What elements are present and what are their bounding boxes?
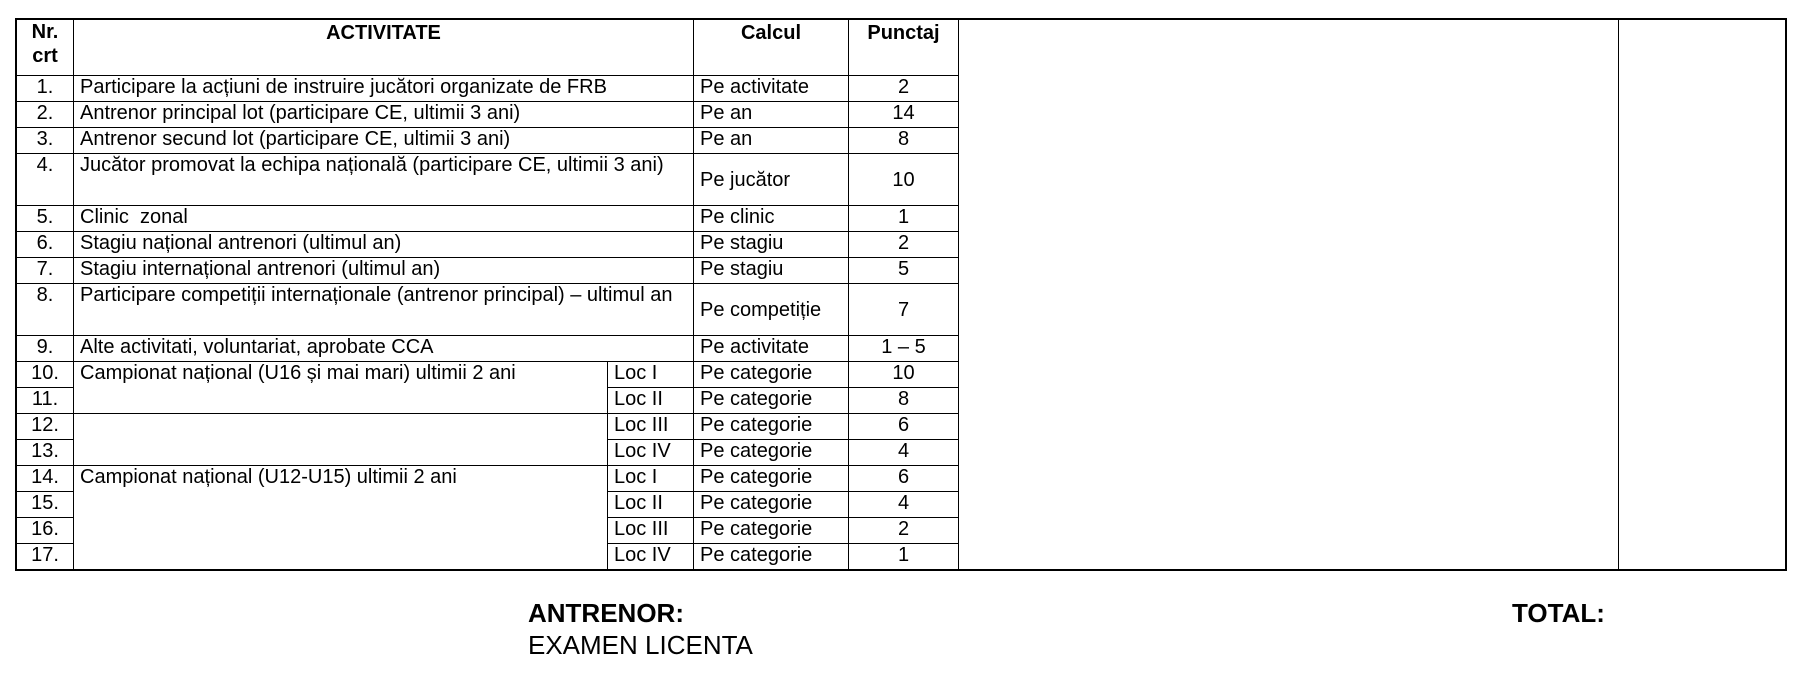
row-punctaj: 2 — [849, 518, 959, 544]
row-activitate: Participare la acțiuni de instruire jucători organizate de FRB — [74, 76, 694, 102]
row-activitate: Stagiu național antrenori (ultimul an) — [74, 232, 694, 258]
examen-licenta-label: EXAMEN LICENTA — [528, 630, 753, 660]
group-label-u16-cont — [74, 414, 608, 466]
row-calcul: Pe activitate — [694, 336, 849, 362]
row-punctaj: 1 – 5 — [849, 336, 959, 362]
row-nr: 4. — [17, 154, 74, 206]
row-loc: Loc II — [608, 492, 694, 518]
row-nr: 15. — [17, 492, 74, 518]
row-calcul: Pe competiție — [694, 284, 849, 336]
row-nr: 3. — [17, 128, 74, 154]
row-punctaj: 1 — [849, 544, 959, 570]
row-punctaj: 6 — [849, 414, 959, 440]
row-punctaj: 7 — [849, 284, 959, 336]
header-calcul: Calcul — [694, 20, 849, 76]
row-loc: Loc III — [608, 518, 694, 544]
row-loc: Loc I — [608, 362, 694, 388]
blank-column-wide[interactable] — [959, 20, 1619, 570]
row-calcul: Pe categorie — [694, 440, 849, 466]
row-calcul: Pe clinic — [694, 206, 849, 232]
header-row — [17, 20, 1786, 76]
row-punctaj: 2 — [849, 76, 959, 102]
antrenor-label: ANTRENOR: — [528, 598, 684, 628]
row-nr: 12. — [17, 414, 74, 440]
group-label-u12: Campionat național (U12-U15) ultimii 2 ani — [74, 466, 608, 570]
row-calcul: Pe stagiu — [694, 232, 849, 258]
header-punctaj: Punctaj — [849, 20, 959, 76]
row-punctaj: 8 — [849, 388, 959, 414]
row-nr: 9. — [17, 336, 74, 362]
row-punctaj: 6 — [849, 466, 959, 492]
group-label-u16: Campionat național (U16 și mai mari) ultimii 2 ani — [74, 362, 608, 414]
row-punctaj: 8 — [849, 128, 959, 154]
row-calcul: Pe jucător — [694, 154, 849, 206]
row-activitate: Antrenor principal lot (participare CE, ultimii 3 ani) — [74, 102, 694, 128]
row-nr: 8. — [17, 284, 74, 336]
row-activitate: Alte activitati, voluntariat, aprobate CCA — [74, 336, 694, 362]
row-punctaj: 4 — [849, 440, 959, 466]
row-loc: Loc I — [608, 466, 694, 492]
row-activitate: Clinic zonal — [74, 206, 694, 232]
blank-column-narrow[interactable] — [1619, 20, 1786, 570]
row-calcul: Pe an — [694, 102, 849, 128]
row-calcul: Pe categorie — [694, 362, 849, 388]
row-calcul: Pe categorie — [694, 414, 849, 440]
row-nr: 7. — [17, 258, 74, 284]
row-nr: 17. — [17, 544, 74, 570]
total-label: TOTAL: — [1512, 598, 1605, 628]
row-activitate: Antrenor secund lot (participare CE, ultimii 3 ani) — [74, 128, 694, 154]
row-nr: 1. — [17, 76, 74, 102]
row-calcul: Pe categorie — [694, 518, 849, 544]
row-nr: 16. — [17, 518, 74, 544]
row-calcul: Pe an — [694, 128, 849, 154]
score-table — [16, 19, 1786, 570]
row-punctaj: 5 — [849, 258, 959, 284]
row-punctaj: 4 — [849, 492, 959, 518]
row-loc: Loc IV — [608, 440, 694, 466]
row-nr: 5. — [17, 206, 74, 232]
row-loc: Loc III — [608, 414, 694, 440]
row-loc: Loc II — [608, 388, 694, 414]
row-calcul: Pe categorie — [694, 492, 849, 518]
header-activitate: ACTIVITATE — [74, 20, 694, 76]
row-activitate: Jucător promovat la echipa națională (participare CE, ultimii 3 ani) — [74, 154, 694, 206]
row-calcul: Pe categorie — [694, 466, 849, 492]
row-nr: 2. — [17, 102, 74, 128]
row-calcul: Pe activitate — [694, 76, 849, 102]
row-nr: 14. — [17, 466, 74, 492]
row-calcul: Pe categorie — [694, 544, 849, 570]
row-calcul: Pe categorie — [694, 388, 849, 414]
row-nr: 6. — [17, 232, 74, 258]
row-punctaj: 14 — [849, 102, 959, 128]
row-activitate: Participare competiții internaționale (antrenor principal) – ultimul an — [74, 284, 694, 336]
row-calcul: Pe stagiu — [694, 258, 849, 284]
row-activitate: Stagiu internațional antrenori (ultimul an) — [74, 258, 694, 284]
row-punctaj: 10 — [849, 154, 959, 206]
row-nr: 10. — [17, 362, 74, 388]
row-punctaj: 2 — [849, 232, 959, 258]
row-punctaj: 10 — [849, 362, 959, 388]
row-nr: 11. — [17, 388, 74, 414]
row-punctaj: 1 — [849, 206, 959, 232]
row-nr: 13. — [17, 440, 74, 466]
header-nr-crt: Nr. crt — [17, 20, 74, 76]
row-loc: Loc IV — [608, 544, 694, 570]
